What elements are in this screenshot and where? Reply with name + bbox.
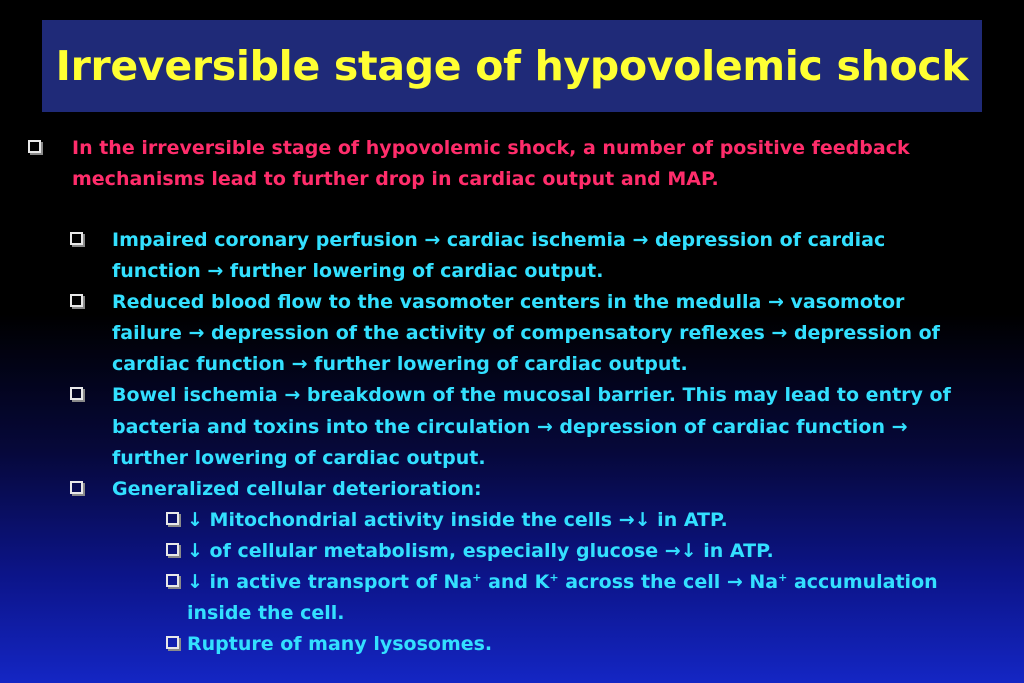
sub-list-item [154,505,978,536]
superscript-plus: + [778,571,788,585]
list-item [68,380,978,473]
intro-text: In the irreversible stage of hypovolemic shock, a number of positive feedback mechanisms lead to further drop in cardiac output and MAP. [72,137,910,190]
sub-list-item-text: Rupture of many lysosomes. [187,633,493,656]
superscript-plus: + [472,571,482,585]
mechanisms-list [68,225,978,660]
checkbox-bullet-icon [70,387,83,400]
text-segment: and K [481,571,550,594]
slide-title: Irreversible stage of hypovolemic shock [55,42,969,90]
list-item [68,287,978,380]
checkbox-bullet-icon [166,512,179,525]
cellular-deterioration-sublist [154,505,978,660]
intro-paragraph [28,133,972,195]
list-item-text: Impaired coronary perfusion → cardiac ischemia → depression of cardiac function → further lowering of cardiac output. [112,229,886,283]
sub-list-item [154,536,978,567]
superscript-plus: + [549,571,559,585]
text-segment: across the cell → Na [558,571,779,594]
title-banner [42,20,982,112]
list-item [68,225,978,287]
checkbox-bullet-icon [28,140,41,153]
sub-list-item [154,567,978,629]
checkbox-bullet-icon [70,481,83,494]
checkbox-bullet-icon [166,574,179,587]
list-item-text: Reduced blood flow to the vasomoter centers in the medulla → vasomotor failure → depression of the activity of compensatory reflexes → depression of cardiac function → further lowering of cardiac output. [112,291,940,376]
sub-list-item [154,629,978,660]
checkbox-bullet-icon [70,232,83,245]
checkbox-bullet-icon [166,636,179,649]
list-item [68,474,978,505]
list-item-text: Generalized cellular deterioration: [112,477,482,500]
list-item-text: Bowel ischemia → breakdown of the mucosal barrier. This may lead to entry of bacteria and toxins into the circulation → depression of cardiac function → further lowering of cardiac output. [112,384,951,469]
sub-list-item-text [187,571,938,624]
text-segment: ↓ in active transport of Na [187,571,473,594]
sub-list-item-text: ↓ of cellular metabolism, especially glucose →↓ in ATP. [187,539,774,562]
text-segment: accumulation inside the cell. [187,571,938,625]
checkbox-bullet-icon [70,294,83,307]
sub-list-item-text: ↓ Mitochondrial activity inside the cells →↓ in ATP. [187,508,728,531]
checkbox-bullet-icon [166,543,179,556]
